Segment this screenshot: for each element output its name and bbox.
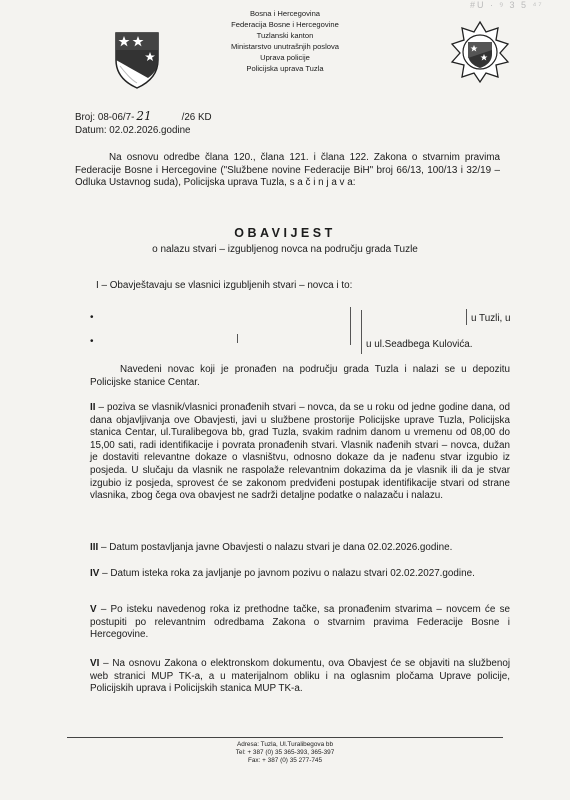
- broj-handwritten-number: 21: [136, 109, 152, 123]
- section-6-text: – Na osnovu Zakona o elektronskom dokumentu, ova Obavjest će se objaviti na službenoj web stranici MUP TK-a, a u materijalnom obliku i na oglasnim pločama Uprave policije, Policijskih uprava i Policijskih stanica MUP TK-a.: [90, 658, 511, 695]
- broj-line: [75, 110, 212, 124]
- section-1-heading: I – Obavještavaju se vlasnici izgubljenih stvari – novca i to:: [96, 280, 353, 291]
- footer-tel: Tel: + 387 (0) 35 365-393, 365-397: [235, 749, 335, 756]
- intro-paragraph: Na osnovu odredbe člana 120., člana 121. i člana 122. Zakona o stvarnim pravima Federacije Bosne i Hercegovine ("Službene novine Federacije BiH" broj 66/13, 100/13 i 32/19 – Odluka Ustavnog suda), Policijska uprava Tuzla, s a č i n j a v a:: [75, 152, 500, 189]
- document-subtitle: o nalazu stvari – izgubljenog novca na području grada Tuzle: [152, 244, 418, 255]
- bullet-2-text: [366, 339, 473, 352]
- document-reference: [75, 110, 212, 137]
- header-line: Uprava policije: [260, 53, 310, 62]
- section-5-paragraph: [90, 604, 510, 642]
- broj-suffix: /26 KD: [181, 112, 212, 123]
- bullet-2-tail: u ul.Seadbega Kulovića.: [366, 339, 473, 350]
- section-4-text: – Datum isteka roka za javljanje po javnom pozivu o nalazu stvari 02.02.2027.godine.: [102, 568, 475, 579]
- header-line: Tuzlanski kanton: [256, 31, 314, 40]
- section-6-number: VI: [90, 658, 100, 669]
- redaction-mark: [237, 334, 238, 343]
- institution-header: [170, 8, 400, 74]
- section-2-number: II: [90, 402, 96, 413]
- section-4-paragraph: [90, 568, 510, 581]
- section-4-number: IV: [90, 568, 100, 579]
- datum-line: Datum: 02.02.2026.godine: [75, 125, 191, 136]
- header-line: Policijska uprava Tuzla: [246, 64, 324, 73]
- footer-fax: Fax: + 387 (0) 35 277-745: [247, 757, 323, 764]
- footer-contact: [0, 741, 570, 765]
- header-line: Federacija Bosne i Hercegovine: [231, 20, 339, 29]
- footer-divider: [67, 737, 503, 738]
- police-star-badge-icon: [448, 20, 512, 84]
- bullet-1-text: [471, 313, 511, 326]
- section-5-number: V: [90, 604, 97, 615]
- section-6-paragraph: [90, 658, 510, 696]
- section-5-text: – Po isteku navedenog roka iz prethodne tačke, sa pronađenim stvarima – novcem će se postupiti po relevantnim odredbama Zakona o stvarnim pravima Federacije Bosne i Hercegovine.: [90, 604, 510, 641]
- header-line: Ministarstvo unutrašnjih poslova: [230, 42, 340, 51]
- redaction-mark: [350, 307, 351, 345]
- section-1-note: Navedeni novac koji je pronađen na području grada Tuzla i nalazi se u depozitu Policijske stanice Centar.: [90, 364, 510, 388]
- bullet-1-tail: u Tuzli, u: [471, 313, 511, 324]
- bullet-marker: •: [90, 312, 94, 323]
- broj-label: Broj: 08-06/7-: [75, 112, 135, 123]
- section-3-paragraph: [90, 542, 510, 555]
- footer-address: Adresa: Tuzla, Ul.Turalibegova bb: [236, 741, 334, 748]
- redaction-mark: [361, 310, 362, 354]
- document-title: OBAVIJEST: [234, 226, 336, 240]
- corner-scribble: #U · ꝰ 3 5 ⁴⁷: [470, 0, 544, 10]
- redaction-mark: [466, 309, 467, 325]
- bullet-marker: •: [90, 336, 94, 347]
- section-2-paragraph: [90, 402, 510, 503]
- header-line: Bosna i Hercegovina: [249, 9, 321, 18]
- section-3-number: III: [90, 542, 99, 553]
- section-2-text: – poziva se vlasnik/vlasnici pronađenih stvari – novca, da se u roku od jedne godine dana, od dana objavljivanja ove Obavjesti, javi u službene prostorije Policijske uprave Tuzla, Policijska stanica Centar, ul.Turalibegova bb, grad Tuzla, svakim radnim danom u vremenu od 08,00 do 15,00 sati, radi identifikacije i povrata pronađenih stvari. Vlasnik nađenih stvari – novca, dužan je dostaviti relevantne dokaze o vlasništvu, odnosno dokaze da je nađenu stvar izgubio iz posjeda. U slučaju da vlasnik ne raspolaže relevantnim dokazima da je vlasnik ili da je stvar izgubio iz posjeda, sprovest će se zakonom predviđeni postupak identifikacije stvari od strane vlasnika, zbog čega ova obavjest ne sadrži detaljne podatke o nalazaču i nalazu.: [90, 402, 510, 502]
- section-3-text: – Datum postavljanja javne Obavjesti o nalazu stvari je dana 02.02.2026.godine.: [100, 542, 453, 553]
- federation-coat-of-arms-icon: [112, 30, 162, 90]
